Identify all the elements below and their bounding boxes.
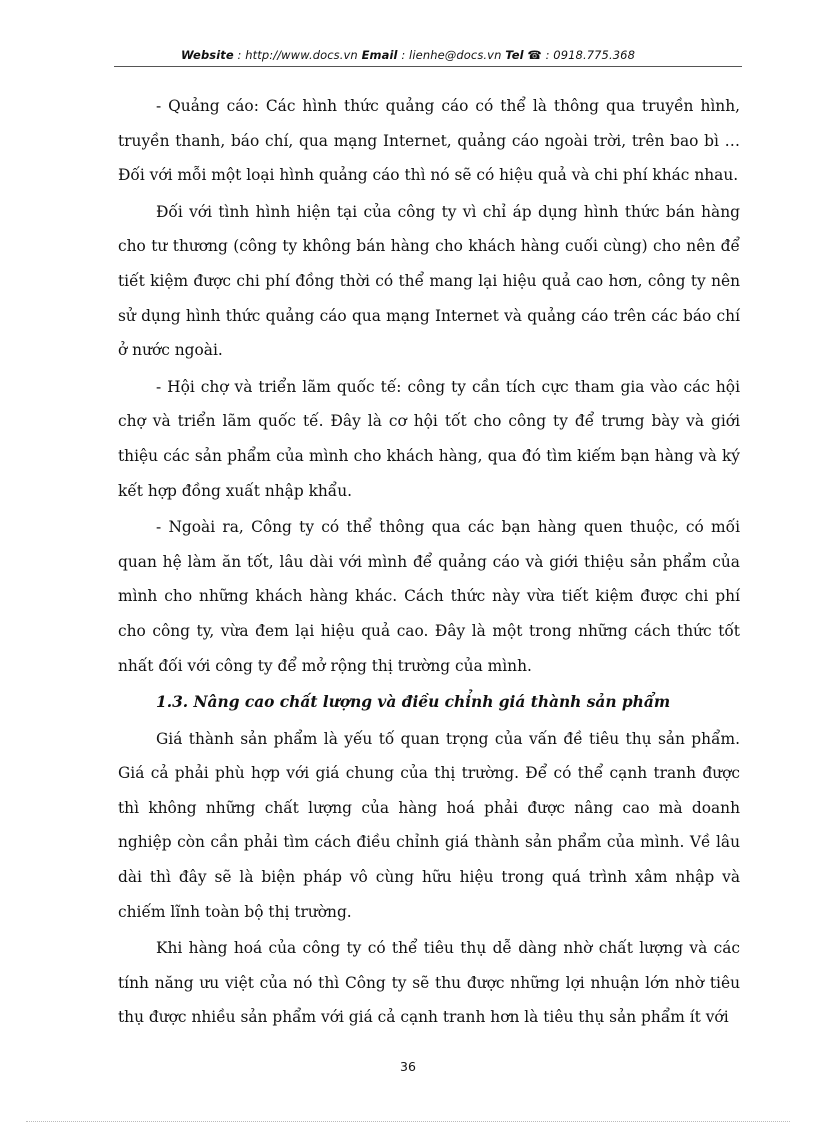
tel-label: Tel — [505, 48, 524, 62]
page-number: 36 — [400, 1059, 416, 1074]
paragraph-partners: - Ngoài ra, Công ty có thể thông qua các bạn hàng quen thuộc, có mối quan hệ làm ăn tốt, lâu dài với mình để quảng cáo và giới thiệu sản phẩm của mình cho những khách hàng khác. Cách thức này vừa tiết kiệm được chi phí cho công ty, vừa đem lại hiệu quả cao. Đây là một trong những cách thức tốt nhất đối với công ty để mở rộng thị trường của mình. — [118, 518, 740, 675]
paragraph-current-situation: Đối với tình hình hiện tại của công ty vì chỉ áp dụng hình thức bán hàng cho tư thương (công ty không bán hàng cho khách hàng cuối cùng) cho nên để tiết kiệm được chi phí đồng thời có thể mang lại hiệu quả cao hơn, công ty nên sử dụng hình thức quảng cáo qua mạng Internet và quảng cáo trên các báo chí ở nước ngoài. — [118, 202, 740, 360]
tel-value: ☎ : 0918.775.368 — [523, 48, 635, 62]
email-label: Email — [361, 48, 398, 62]
section-heading: 1.3. Nâng cao chất lượng và điều chỉnh giá thành sản phẩm — [156, 693, 671, 712]
paragraph-trade-fairs: - Hội chợ và triển lãm quốc tế: công ty cần tích cực tham gia vào các hội chợ và triển lãm quốc tế. Đây là cơ hội tốt cho công ty để trưng bày và giới thiệu các sản phẩm của mình cho khách hàng, qua đó tìm kiếm bạn hàng và ký kết hợp đồng xuất nhập khẩu. — [118, 377, 740, 500]
header-divider — [114, 66, 742, 67]
page-header — [0, 48, 816, 62]
document-body — [118, 89, 740, 1035]
website-value: : http://www.docs.vn — [233, 48, 362, 62]
paragraph-pricing: Giá thành sản phẩm là yếu tố quan trọng của vấn đề tiêu thụ sản phẩm. Giá cả phải phù hợp với giá chung của thị trường. Để có thể cạnh tranh được thì không những chất lượng của hàng hoá phải được nâng cao mà doanh nghiệp còn cần phải tìm cách điều chỉnh giá thành sản phẩm của mình. Về lâu dài thì đây sẽ là biện pháp vô cùng hữu hiệu trong quá trình xâm nhập và chiếm lĩnh toàn bộ thị trường. — [118, 729, 740, 921]
footer-divider — [26, 1121, 790, 1122]
paragraph-advertising: - Quảng cáo: Các hình thức quảng cáo có thể là thông qua truyền hình, truyền thanh, báo chí, qua mạng Internet, quảng cáo ngoài trời, trên bao bì … Đối với mỗi một loại hình quảng cáo thì nó sẽ có hiệu quả và chi phí khác nhau. — [118, 97, 740, 185]
email-value: : lienhe@docs.vn — [397, 48, 506, 62]
paragraph-quality: Khi hàng hoá của công ty có thể tiêu thụ dễ dàng nhờ chất lượng và các tính năng ưu việt của nó thì Công ty sẽ thu được những lợi nhuận lớn nhờ tiêu thụ được nhiều sản phẩm với giá cả cạnh tranh hơn là tiêu thụ sản phẩm ít với — [118, 939, 740, 1027]
website-label: Website — [181, 48, 234, 62]
